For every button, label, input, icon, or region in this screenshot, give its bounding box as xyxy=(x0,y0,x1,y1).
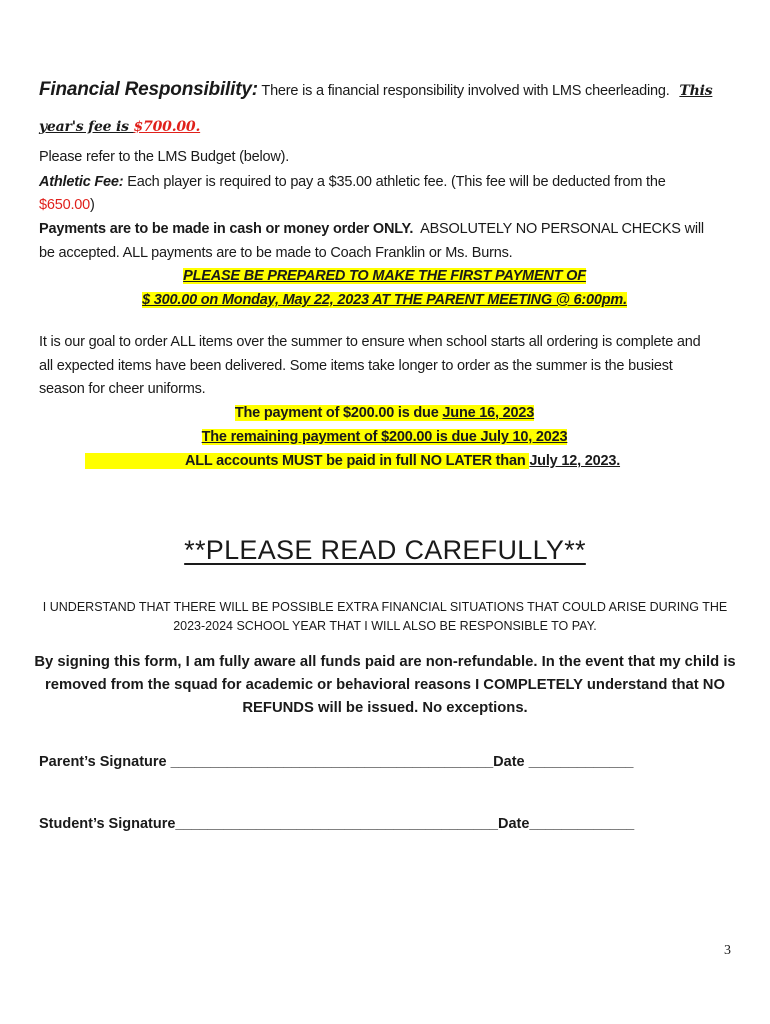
student-signature-line[interactable]: Student’s Signature________________________________________Date_____________ xyxy=(39,816,635,832)
financial-intro-line xyxy=(39,78,730,103)
first-payment-date: $ 300.00 on Monday, May 22, 2023 AT THE PARENT MEETING @ 6:00pm. xyxy=(142,292,627,308)
payments-method: Payments are to be made in cash or money order ONLY. xyxy=(39,221,414,237)
signing-line-1: By signing this form, I am fully aware all funds paid are non-refundable. In the event that my child is xyxy=(34,654,736,670)
payment-1-line xyxy=(39,402,730,425)
athletic-fee-label: Athletic Fee: xyxy=(39,174,124,190)
athletic-fee-close: ) xyxy=(90,197,95,213)
final-payment-line xyxy=(85,450,620,473)
payment-2-text: The remaining payment of $200.00 is due July 10, 2023 xyxy=(201,429,568,445)
page-number: 3 xyxy=(724,943,731,958)
athletic-fee-text: Each player is required to pay a $35.00 athletic fee. (This fee will be deducted from the xyxy=(127,174,666,190)
payments-line-1 xyxy=(39,218,730,241)
read-carefully-heading xyxy=(0,535,770,566)
understand-line-2: 2023-2024 SCHOOL YEAR THAT I WILL ALSO BE RESPONSIBLE TO PAY. xyxy=(173,619,597,633)
understand-paragraph xyxy=(30,598,740,636)
understand-line-1: I UNDERSTAND THAT THERE WILL BE POSSIBLE EXTRA FINANCIAL SITUATIONS THAT COULD ARISE DURING THE xyxy=(42,600,728,614)
read-carefully-text: **PLEASE READ CAREFULLY** xyxy=(184,535,586,565)
fee-label: year's fee is xyxy=(39,119,134,135)
financial-intro: There is a financial responsibility involved with LMS cheerleading. xyxy=(261,83,670,99)
budget-reference: Please refer to the LMS Budget (below). xyxy=(39,149,290,165)
payment-1-date: June 16, 2023 xyxy=(442,405,535,421)
financial-heading: Financial Responsibility: xyxy=(39,79,258,100)
payment-2-line xyxy=(39,426,730,449)
prepared-notice: PLEASE BE PREPARED TO MAKE THE FIRST PAYMENT OF xyxy=(183,268,586,284)
goal-line-3: season for cheer uniforms. xyxy=(39,381,206,397)
signing-line-2: removed from the squad for academic or behavioral reasons I COMPLETELY understand that NO xyxy=(45,677,725,693)
athletic-fee-amount-line xyxy=(39,194,730,217)
fee-this: This xyxy=(679,83,713,99)
fee-amount: $700.00. xyxy=(133,119,201,135)
fee-line xyxy=(39,116,730,139)
athletic-fee-line xyxy=(39,171,730,194)
athletic-fee-amount: $650.00 xyxy=(39,197,91,213)
payments-no-checks: ABSOLUTELY NO PERSONAL CHECKS will xyxy=(420,221,704,237)
parent-signature-line[interactable]: Parent’s Signature ________________________________________Date _____________ xyxy=(39,754,634,770)
signing-line-3: REFUNDS will be issued. No exceptions. xyxy=(242,700,528,716)
final-payment-text: ALL accounts MUST be paid in full NO LATER than xyxy=(85,453,529,469)
payments-line-2: be accepted. ALL payments are to be made to Coach Franklin or Ms. Burns. xyxy=(39,245,513,261)
final-payment-date: July 12, 2023. xyxy=(529,453,621,469)
goal-line-1: It is our goal to order ALL items over the summer to ensure when school starts all ordering is complete and xyxy=(39,334,701,350)
goal-line-2: all expected items have been delivered. Some items take longer to order as the summer is the busiest xyxy=(39,358,673,374)
payment-1-text: The payment of $200.00 is due xyxy=(234,405,443,421)
prepared-line-2 xyxy=(39,289,730,312)
prepared-line-1 xyxy=(39,265,730,288)
signing-paragraph xyxy=(30,651,740,720)
